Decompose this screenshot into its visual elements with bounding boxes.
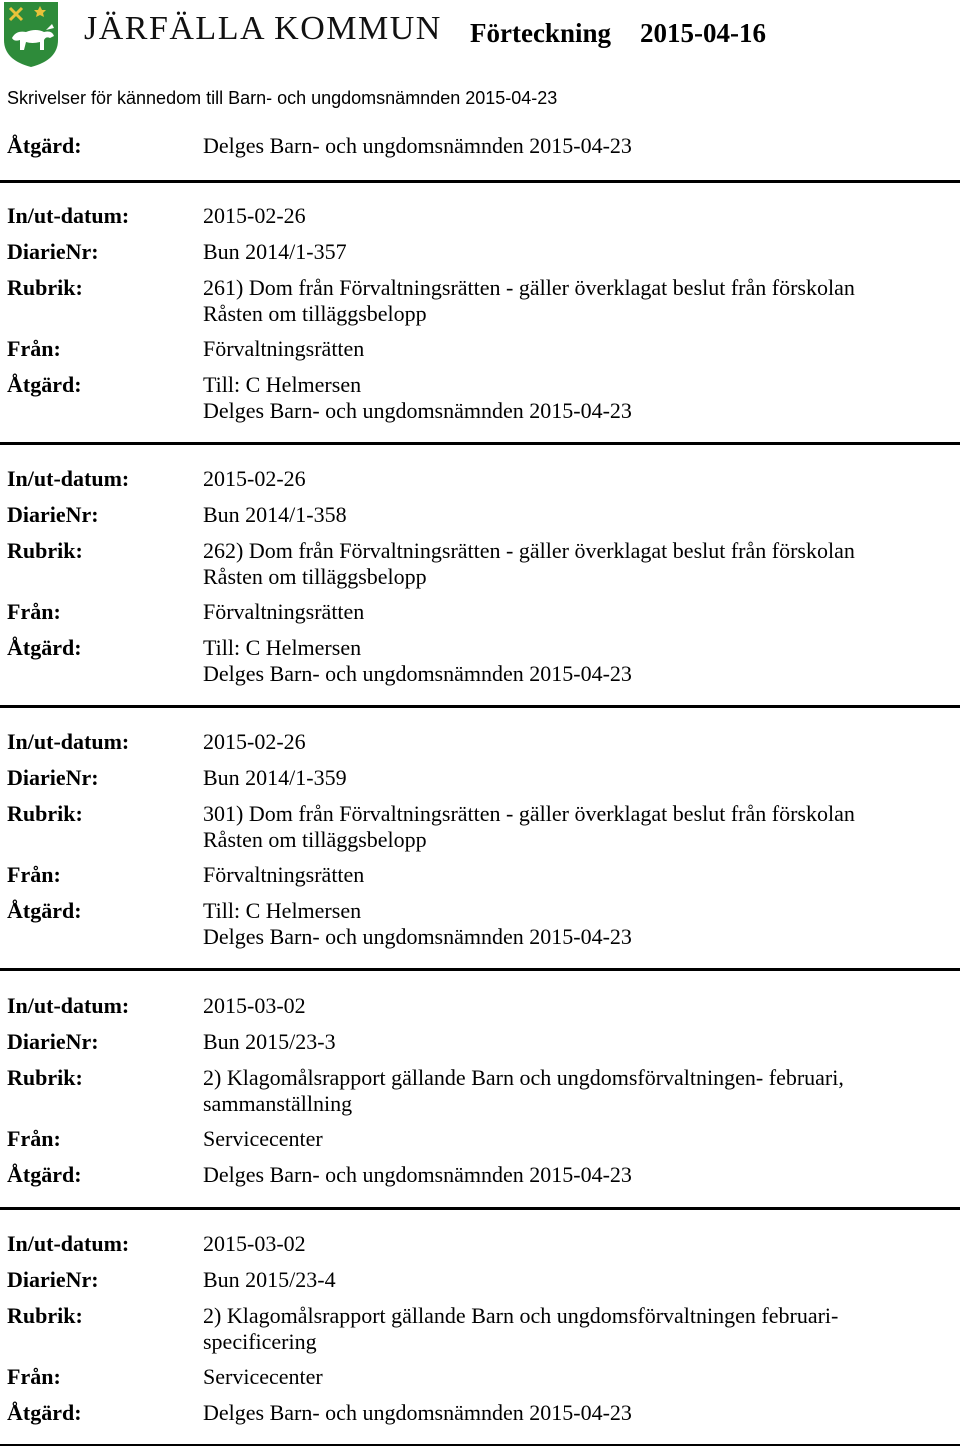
atgard-label: Åtgärd: <box>7 635 82 660</box>
date-label: In/ut-datum: <box>7 203 130 228</box>
fran-value: Förvaltningsrätten <box>203 862 365 887</box>
atgard-line-1: Till: C Helmersen <box>203 635 362 660</box>
atgard-line-1: Delges Barn- och ungdomsnämnden 2015-04-23 <box>203 1400 632 1425</box>
diarie-label: DiarieNr: <box>7 765 99 790</box>
diarie-value: Bun 2015/23-4 <box>203 1267 336 1292</box>
diarie-value: Bun 2014/1-359 <box>203 765 347 790</box>
diarie-label: DiarieNr: <box>7 239 99 264</box>
rubrik-line-2: Råsten om tilläggsbelopp <box>203 564 427 589</box>
document-title: Förteckning <box>470 18 611 48</box>
rubrik-line-1: 2) Klagomålsrapport gällande Barn och ungdomsförvaltningen februari- <box>203 1303 839 1328</box>
fran-label: Från: <box>7 862 61 887</box>
divider <box>0 968 960 971</box>
rubrik-line-2: Råsten om tilläggsbelopp <box>203 827 427 852</box>
diarie-value: Bun 2015/23-3 <box>203 1029 336 1054</box>
rubrik-line-2: specificering <box>203 1329 317 1354</box>
top-action-value: Delges Barn- och ungdomsnämnden 2015-04-23 <box>203 133 632 158</box>
atgard-line-2: Delges Barn- och ungdomsnämnden 2015-04-23 <box>203 661 632 686</box>
diarie-label: DiarieNr: <box>7 1029 99 1054</box>
diarie-label: DiarieNr: <box>7 502 99 527</box>
date-label: In/ut-datum: <box>7 729 130 754</box>
fran-value: Servicecenter <box>203 1364 323 1389</box>
atgard-line-1: Till: C Helmersen <box>203 898 362 923</box>
rubrik-label: Rubrik: <box>7 275 83 300</box>
rubrik-line-2: sammanställning <box>203 1091 353 1116</box>
date-value: 2015-02-26 <box>203 729 306 754</box>
document-date: 2015-04-16 <box>640 18 766 48</box>
date-value: 2015-03-02 <box>203 993 306 1018</box>
date-value: 2015-02-26 <box>203 466 306 491</box>
date-label: In/ut-datum: <box>7 993 130 1018</box>
fran-label: Från: <box>7 599 61 624</box>
fran-value: Förvaltningsrätten <box>203 599 365 624</box>
subtitle: Skrivelser för kännedom till Barn- och ungdomsnämnden 2015-04-23 <box>7 88 558 108</box>
atgard-label: Åtgärd: <box>7 898 82 923</box>
date-value: 2015-03-02 <box>203 1231 306 1256</box>
atgard-line-2: Delges Barn- och ungdomsnämnden 2015-04-23 <box>203 924 632 949</box>
rubrik-line-2: Råsten om tilläggsbelopp <box>203 301 427 326</box>
atgard-label: Åtgärd: <box>7 372 82 397</box>
rubrik-label: Rubrik: <box>7 538 83 563</box>
fran-label: Från: <box>7 1364 61 1389</box>
rubrik-line-1: 2) Klagomålsrapport gällande Barn och ungdomsförvaltningen- februari, <box>203 1065 844 1090</box>
atgard-line-2: Delges Barn- och ungdomsnämnden 2015-04-23 <box>203 398 632 423</box>
diarie-value: Bun 2014/1-357 <box>203 239 347 264</box>
rubrik-line-1: 262) Dom från Förvaltningsrätten - gäller överklagat beslut från förskolan <box>203 538 855 563</box>
diarie-label: DiarieNr: <box>7 1267 99 1292</box>
rubrik-label: Rubrik: <box>7 1303 83 1328</box>
divider <box>0 442 960 445</box>
date-value: 2015-02-26 <box>203 203 306 228</box>
brand-name: JÄRFÄLLA KOMMUN <box>84 10 442 47</box>
fran-label: Från: <box>7 1126 61 1151</box>
fran-value: Förvaltningsrätten <box>203 336 365 361</box>
top-action-label: Åtgärd: <box>7 133 82 158</box>
atgard-line-1: Till: C Helmersen <box>203 372 362 397</box>
atgard-label: Åtgärd: <box>7 1162 82 1187</box>
rubrik-label: Rubrik: <box>7 801 83 826</box>
fran-value: Servicecenter <box>203 1126 323 1151</box>
date-label: In/ut-datum: <box>7 1231 130 1256</box>
date-label: In/ut-datum: <box>7 466 130 491</box>
divider <box>0 705 960 708</box>
fran-label: Från: <box>7 336 61 361</box>
rubrik-line-1: 301) Dom från Förvaltningsrätten - gäller överklagat beslut från förskolan <box>203 801 855 826</box>
atgard-line-1: Delges Barn- och ungdomsnämnden 2015-04-23 <box>203 1162 632 1187</box>
rubrik-label: Rubrik: <box>7 1065 83 1090</box>
rubrik-line-1: 261) Dom från Förvaltningsrätten - gäller överklagat beslut från förskolan <box>203 275 855 300</box>
atgard-label: Åtgärd: <box>7 1400 82 1425</box>
diarie-value: Bun 2014/1-358 <box>203 502 347 527</box>
divider <box>0 1444 960 1446</box>
divider <box>0 1207 960 1210</box>
